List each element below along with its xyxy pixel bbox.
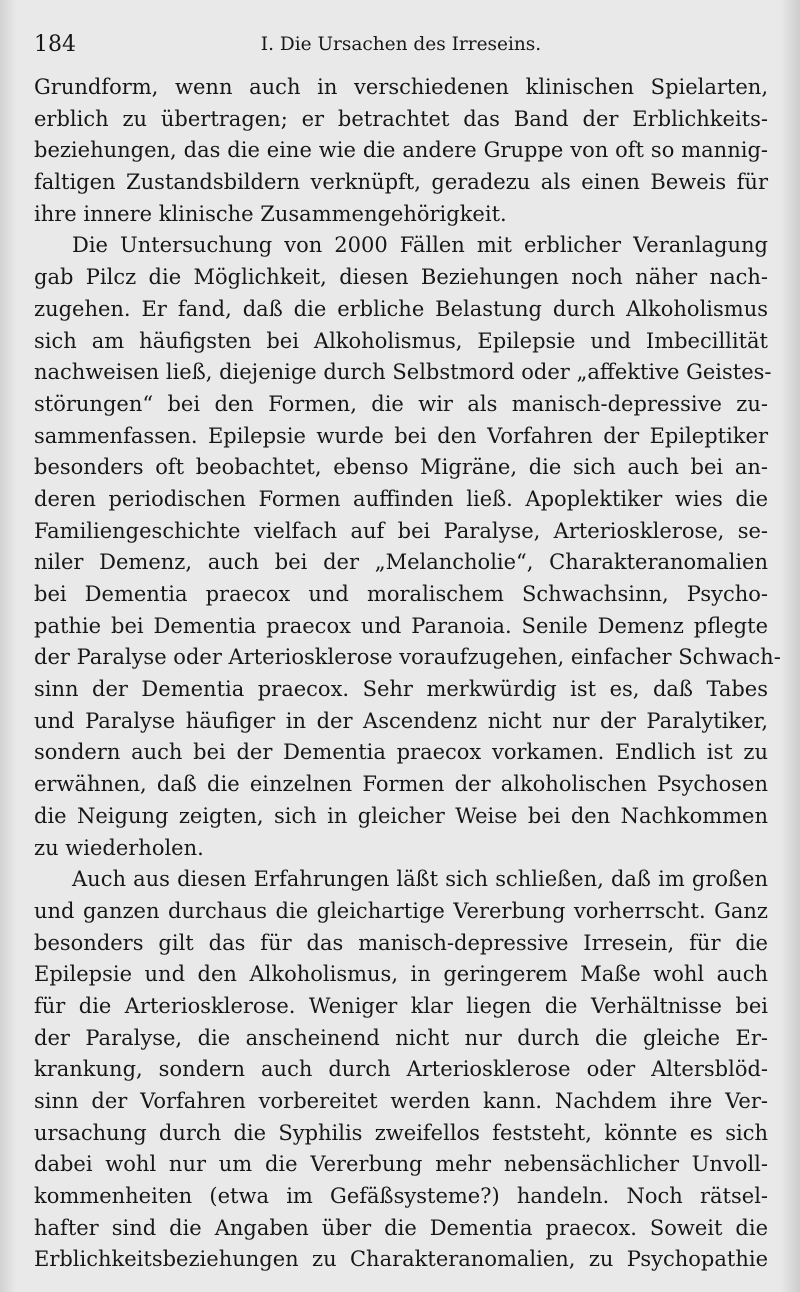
text-line: besonders oft beobachtet, ebenso Migräne, die sich auch bei an- — [34, 455, 768, 480]
text-line: dabei wohl nur um die Vererbung mehr nebensächlicher Unvoll- — [34, 1152, 768, 1177]
text-line: sondern auch bei der Dementia praecox vorkamen. Endlich ist zu — [34, 740, 768, 765]
text-line: ursachung durch die Syphilis zweifellos feststeht, könnte es sich — [34, 1120, 768, 1145]
text-line: für die Arteriosklerose. Weniger klar liegen die Verhältnisse bei — [34, 993, 768, 1018]
page-number: 184 — [34, 32, 76, 57]
text-line: sich am häufigsten bei Alkoholismus, Epilepsie und Imbecillität — [34, 328, 768, 353]
text-line: sinn der Dementia praecox. Sehr merkwürdig ist es, daß Tabes — [34, 677, 768, 702]
text-line: ihre innere klinische Zusammengehörigkeit. — [34, 201, 507, 226]
text-line: zugehen. Er fand, daß die erbliche Belastung durch Alkoholismus — [34, 296, 768, 321]
text-line: kommenheiten (etwa im Gefäßsysteme?) handeln. Noch rätsel- — [34, 1184, 768, 1209]
text-line: Auch aus diesen Erfahrungen läßt sich schließen, daß im großen — [72, 867, 768, 892]
text-line: hafter sind die Angaben über die Dementia praecox. Soweit die — [34, 1215, 768, 1240]
text-line: und Paralyse häufiger in der Ascendenz nicht nur der Paralytiker, — [34, 708, 768, 733]
text-line: faltigen Zustandsbildern verknüpft, geradezu als einen Beweis für — [34, 170, 768, 195]
text-line: pathie bei Dementia praecox und Paranoia. Senile Demenz pflegte — [34, 613, 768, 638]
text-line: die Neigung zeigten, sich in gleicher Weise bei den Nachkommen — [34, 803, 768, 828]
text-line: Grundform, wenn auch in verschiedenen klinischen Spielarten, — [34, 75, 768, 99]
text-line: gab Pilcz die Möglichkeit, diesen Beziehungen noch näher nach- — [34, 265, 768, 290]
text-line: Erblichkeitsbeziehungen zu Charakteranomalien, zu Psychopathie — [34, 1247, 768, 1272]
text-line: Epilepsie und den Alkoholismus, in geringerem Maße wohl auch — [34, 962, 768, 987]
text-line: Familiengeschichte vielfach auf bei Paralyse, Arteriosklerose, se- — [34, 518, 768, 543]
text-line: erwähnen, daß die einzelnen Formen der alkoholischen Psychosen — [34, 772, 768, 797]
text-line: deren periodischen Formen auffinden ließ. Apoplektiker wies die — [34, 486, 768, 511]
running-title: I. Die Ursachen des Irreseins. — [260, 34, 542, 55]
text-line: beziehungen, das die eine wie die andere Gruppe von oft so mannig- — [34, 138, 768, 163]
text-line: bei Dementia praecox und moralischem Schwachsinn, Psycho- — [34, 582, 768, 606]
text-line: krankung, sondern auch durch Arteriosklerose oder Altersblöd- — [34, 1057, 768, 1082]
text-line: zu wiederholen. — [34, 835, 204, 860]
text-line: erblich zu übertragen; er betrachtet das Band der Erblichkeits- — [34, 106, 768, 131]
text-line: der Paralyse, die anscheinend nicht nur durch die gleiche Er- — [34, 1025, 768, 1050]
text-line: der Paralyse oder Arteriosklerose voraufzugehen, einfacher Schwach- — [34, 645, 781, 670]
text-line: sammenfassen. Epilepsie wurde bei den Vorfahren der Epileptiker — [34, 423, 768, 448]
text-line: sinn der Vorfahren vorbereitet werden kann. Nachdem ihre Ver- — [34, 1089, 768, 1113]
text-line: Die Untersuchung von 2000 Fällen mit erblicher Veranlagung — [72, 233, 768, 258]
text-line: besonders gilt das für das manisch-depressive Irresein, für die — [34, 930, 768, 955]
text-line: niler Demenz, auch bei der „Melancholie“, Charakteranomalien — [34, 550, 768, 575]
text-line: störungen“ bei den Formen, die wir als manisch-depressive zu- — [34, 391, 768, 416]
text-line: nachweisen ließ, diejenige durch Selbstmord oder „affektive Geistes- — [34, 360, 772, 385]
page-header — [34, 32, 768, 72]
text-line: und ganzen durchaus die gleichartige Vererbung vorherrscht. Ganz — [34, 898, 768, 923]
body-text — [34, 72, 781, 1276]
